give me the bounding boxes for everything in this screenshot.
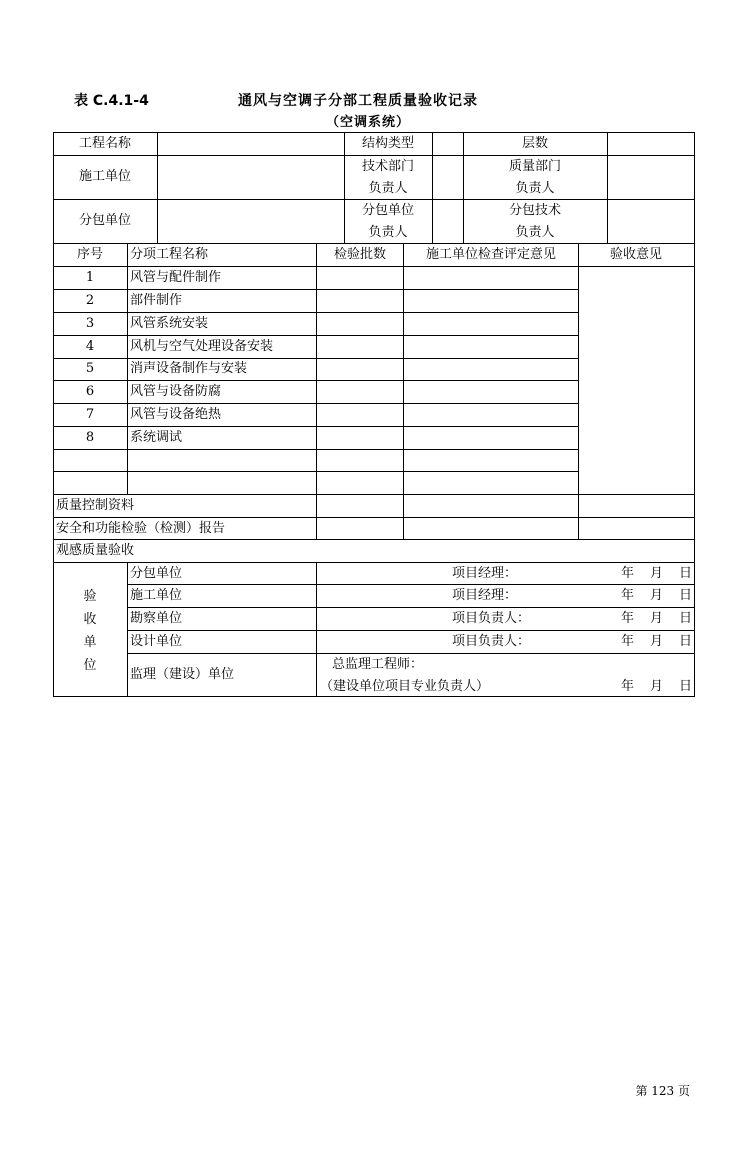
date-year: 年 bbox=[621, 634, 635, 649]
tech-dept-label: 技术部门 负责人 bbox=[361, 159, 415, 196]
row-seq: 4 bbox=[85, 339, 95, 354]
date-day: 日 bbox=[679, 611, 693, 626]
appearance-label: 观感质量验收 bbox=[56, 543, 135, 558]
row-name: 风管与设备绝热 bbox=[130, 407, 222, 422]
unit-name: 施工单位 bbox=[130, 588, 183, 603]
sub-tech-label: 分包技术 负责人 bbox=[508, 203, 562, 240]
row-seq: 5 bbox=[85, 361, 95, 376]
row-name: 部件制作 bbox=[130, 293, 183, 308]
row-name: 风管与配件制作 bbox=[130, 270, 222, 285]
page-number: 第 123 页 bbox=[635, 1084, 690, 1098]
row-name: 消声设备制作与安装 bbox=[130, 361, 248, 376]
quality-docs-label: 质量控制资料 bbox=[56, 498, 135, 513]
row-seq: 3 bbox=[85, 316, 95, 331]
date-year: 年 bbox=[621, 566, 635, 581]
date-day: 日 bbox=[679, 679, 693, 694]
sub-unit-label: 分包单位 负责人 bbox=[361, 203, 415, 240]
date-day: 日 bbox=[679, 566, 693, 581]
owner-rep-label: （建设单位项目专业负责人） bbox=[320, 679, 490, 694]
row-name: 风管系统安装 bbox=[130, 316, 209, 331]
table-code: 表 C.4.1-4 bbox=[74, 93, 149, 109]
row-name: 系统调试 bbox=[130, 430, 183, 445]
safety-report-label: 安全和功能检验（检测）报告 bbox=[56, 521, 226, 536]
header-seq: 序号 bbox=[76, 247, 104, 262]
header-acceptance: 验收意见 bbox=[609, 247, 663, 262]
form-title: 通风与空调子分部工程质量验收记录 bbox=[238, 93, 478, 109]
unit-name: 设计单位 bbox=[130, 634, 183, 649]
date-month: 月 bbox=[650, 634, 664, 649]
row-seq: 1 bbox=[85, 270, 95, 285]
row-name: 风管与设备防腐 bbox=[130, 384, 222, 399]
header-batches: 检验批数 bbox=[333, 247, 387, 262]
date-year: 年 bbox=[621, 611, 635, 626]
unit-role: 项目负责人： bbox=[452, 634, 531, 649]
floors-label: 层数 bbox=[521, 136, 549, 151]
date-month: 月 bbox=[650, 566, 664, 581]
unit-name: 分包单位 bbox=[130, 566, 183, 581]
date-day: 日 bbox=[679, 588, 693, 603]
subcontractor-label: 分包单位 bbox=[78, 213, 132, 228]
date-month: 月 bbox=[650, 588, 664, 603]
date-month: 月 bbox=[650, 611, 664, 626]
date-year: 年 bbox=[621, 679, 635, 694]
chief-engineer-label: 总监理工程师： bbox=[332, 657, 424, 672]
row-seq: 8 bbox=[85, 430, 95, 445]
header-name: 分项工程名称 bbox=[130, 247, 209, 262]
row-seq: 6 bbox=[85, 384, 95, 399]
header-opinion: 施工单位检查评定意见 bbox=[425, 247, 557, 262]
row-seq: 7 bbox=[85, 407, 95, 422]
structure-type-label: 结构类型 bbox=[361, 136, 415, 151]
unit-role: 项目经理： bbox=[452, 588, 518, 603]
project-name-label: 工程名称 bbox=[78, 136, 132, 151]
supervision-unit-label: 监理（建设）单位 bbox=[130, 667, 235, 682]
row-name: 风机与空气处理设备安装 bbox=[130, 339, 274, 354]
unit-name: 勘察单位 bbox=[130, 611, 183, 626]
date-month: 月 bbox=[650, 679, 664, 694]
unit-role: 项目负责人： bbox=[452, 611, 531, 626]
date-year: 年 bbox=[621, 588, 635, 603]
date-day: 日 bbox=[679, 634, 693, 649]
quality-dept-label: 质量部门 负责人 bbox=[508, 159, 562, 196]
contractor-label: 施工单位 bbox=[78, 169, 132, 184]
row-seq: 2 bbox=[85, 293, 95, 308]
acceptance-unit-vertical-label: 验 收 单 位 bbox=[83, 589, 97, 673]
unit-role: 项目经理： bbox=[452, 566, 518, 581]
form-subtitle: （空调系统） bbox=[326, 115, 411, 130]
